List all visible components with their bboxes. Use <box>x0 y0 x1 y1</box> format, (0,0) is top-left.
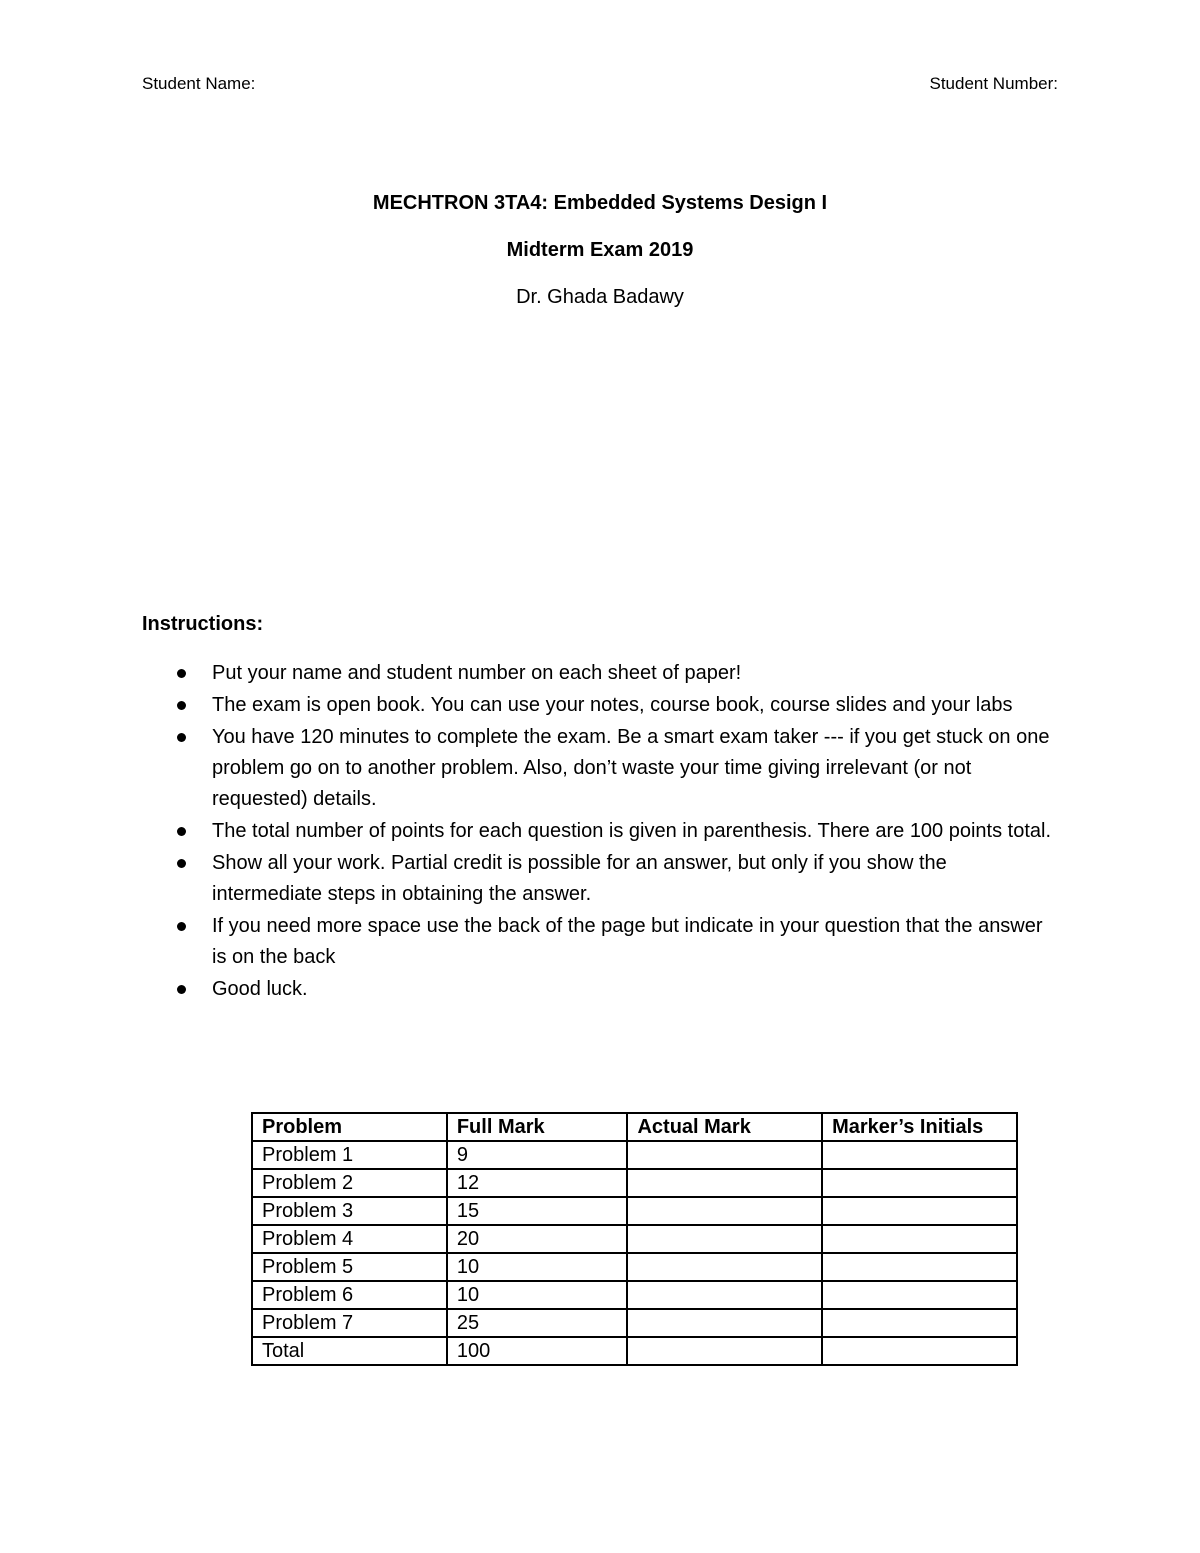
full-mark-cell: 15 <box>447 1197 628 1225</box>
bullet-icon <box>177 859 186 868</box>
header-problem: Problem <box>252 1113 447 1141</box>
instructions-heading: Instructions: <box>142 613 264 635</box>
full-mark-cell: 100 <box>447 1337 628 1365</box>
actual-mark-cell[interactable] <box>627 1253 822 1281</box>
instruction-item <box>142 974 1062 1005</box>
actual-mark-cell[interactable] <box>627 1309 822 1337</box>
table-row <box>252 1141 1017 1169</box>
actual-mark-cell[interactable] <box>627 1225 822 1253</box>
bullet-icon <box>177 733 186 742</box>
exam-title: Midterm Exam 2019 <box>506 239 694 261</box>
actual-mark-cell[interactable] <box>627 1281 822 1309</box>
problem-cell: Problem 6 <box>252 1281 447 1309</box>
instruction-text: Show all your work. Partial credit is possible for an answer, but only if you show the intermediate steps in obtaining the answer. <box>212 852 947 905</box>
bullet-icon <box>177 827 186 836</box>
full-mark-cell: 10 <box>447 1281 628 1309</box>
full-mark-cell: 12 <box>447 1169 628 1197</box>
bullet-icon <box>177 985 186 994</box>
instruction-item <box>142 911 1062 973</box>
instruction-text: Put your name and student number on each sheet of paper! <box>212 662 742 684</box>
instruction-text: The exam is open book. You can use your notes, course book, course slides and your labs <box>212 694 1013 716</box>
actual-mark-cell[interactable] <box>627 1169 822 1197</box>
marks-table <box>251 1112 1018 1366</box>
instructions-list <box>142 658 1062 1006</box>
student-number-label: Student Number: <box>929 74 1058 93</box>
problem-cell: Problem 2 <box>252 1169 447 1197</box>
problem-cell: Total <box>252 1337 447 1365</box>
marker-initials-cell[interactable] <box>822 1309 1017 1337</box>
full-mark-cell: 20 <box>447 1225 628 1253</box>
instructor-name: Dr. Ghada Badawy <box>516 286 684 308</box>
marker-initials-cell[interactable] <box>822 1337 1017 1365</box>
marker-initials-cell[interactable] <box>822 1141 1017 1169</box>
bullet-icon <box>177 922 186 931</box>
problem-cell: Problem 5 <box>252 1253 447 1281</box>
bullet-icon <box>177 701 186 710</box>
full-mark-cell: 25 <box>447 1309 628 1337</box>
bullet-icon <box>177 669 186 678</box>
instruction-text: Good luck. <box>212 978 308 1000</box>
marker-initials-cell[interactable] <box>822 1281 1017 1309</box>
instruction-text: If you need more space use the back of the page but indicate in your question that the answer is on the back <box>212 915 1043 968</box>
header-marker-initials: Marker’s Initials <box>822 1113 1017 1141</box>
problem-cell: Problem 1 <box>252 1141 447 1169</box>
actual-mark-cell[interactable] <box>627 1141 822 1169</box>
student-name-label: Student Name: <box>142 74 256 93</box>
header-actual-mark: Actual Mark <box>627 1113 822 1141</box>
marker-initials-cell[interactable] <box>822 1225 1017 1253</box>
table-row-total <box>252 1337 1017 1365</box>
table-row <box>252 1197 1017 1225</box>
problem-cell: Problem 4 <box>252 1225 447 1253</box>
table-row <box>252 1253 1017 1281</box>
marker-initials-cell[interactable] <box>822 1197 1017 1225</box>
instruction-item <box>142 816 1062 847</box>
problem-cell: Problem 7 <box>252 1309 447 1337</box>
instruction-item <box>142 848 1062 910</box>
table-row <box>252 1281 1017 1309</box>
instruction-item <box>142 722 1062 815</box>
table-header-row <box>252 1113 1017 1141</box>
table-row <box>252 1309 1017 1337</box>
instruction-text: The total number of points for each question is given in parenthesis. There are 100 points total. <box>212 820 1052 842</box>
instruction-item <box>142 690 1062 721</box>
course-title: MECHTRON 3TA4: Embedded Systems Design I <box>372 192 828 214</box>
table-row <box>252 1225 1017 1253</box>
header-full-mark: Full Mark <box>447 1113 628 1141</box>
actual-mark-cell[interactable] <box>627 1197 822 1225</box>
marker-initials-cell[interactable] <box>822 1169 1017 1197</box>
full-mark-cell: 10 <box>447 1253 628 1281</box>
full-mark-cell: 9 <box>447 1141 628 1169</box>
marker-initials-cell[interactable] <box>822 1253 1017 1281</box>
instruction-text: You have 120 minutes to complete the exam. Be a smart exam taker --- if you get stuck on one problem go on to another problem. Also, don’t waste your time giving irrelevant (or not requested) details. <box>212 726 1050 810</box>
instruction-item <box>142 658 1062 689</box>
problem-cell: Problem 3 <box>252 1197 447 1225</box>
actual-mark-cell[interactable] <box>627 1337 822 1365</box>
table-row <box>252 1169 1017 1197</box>
